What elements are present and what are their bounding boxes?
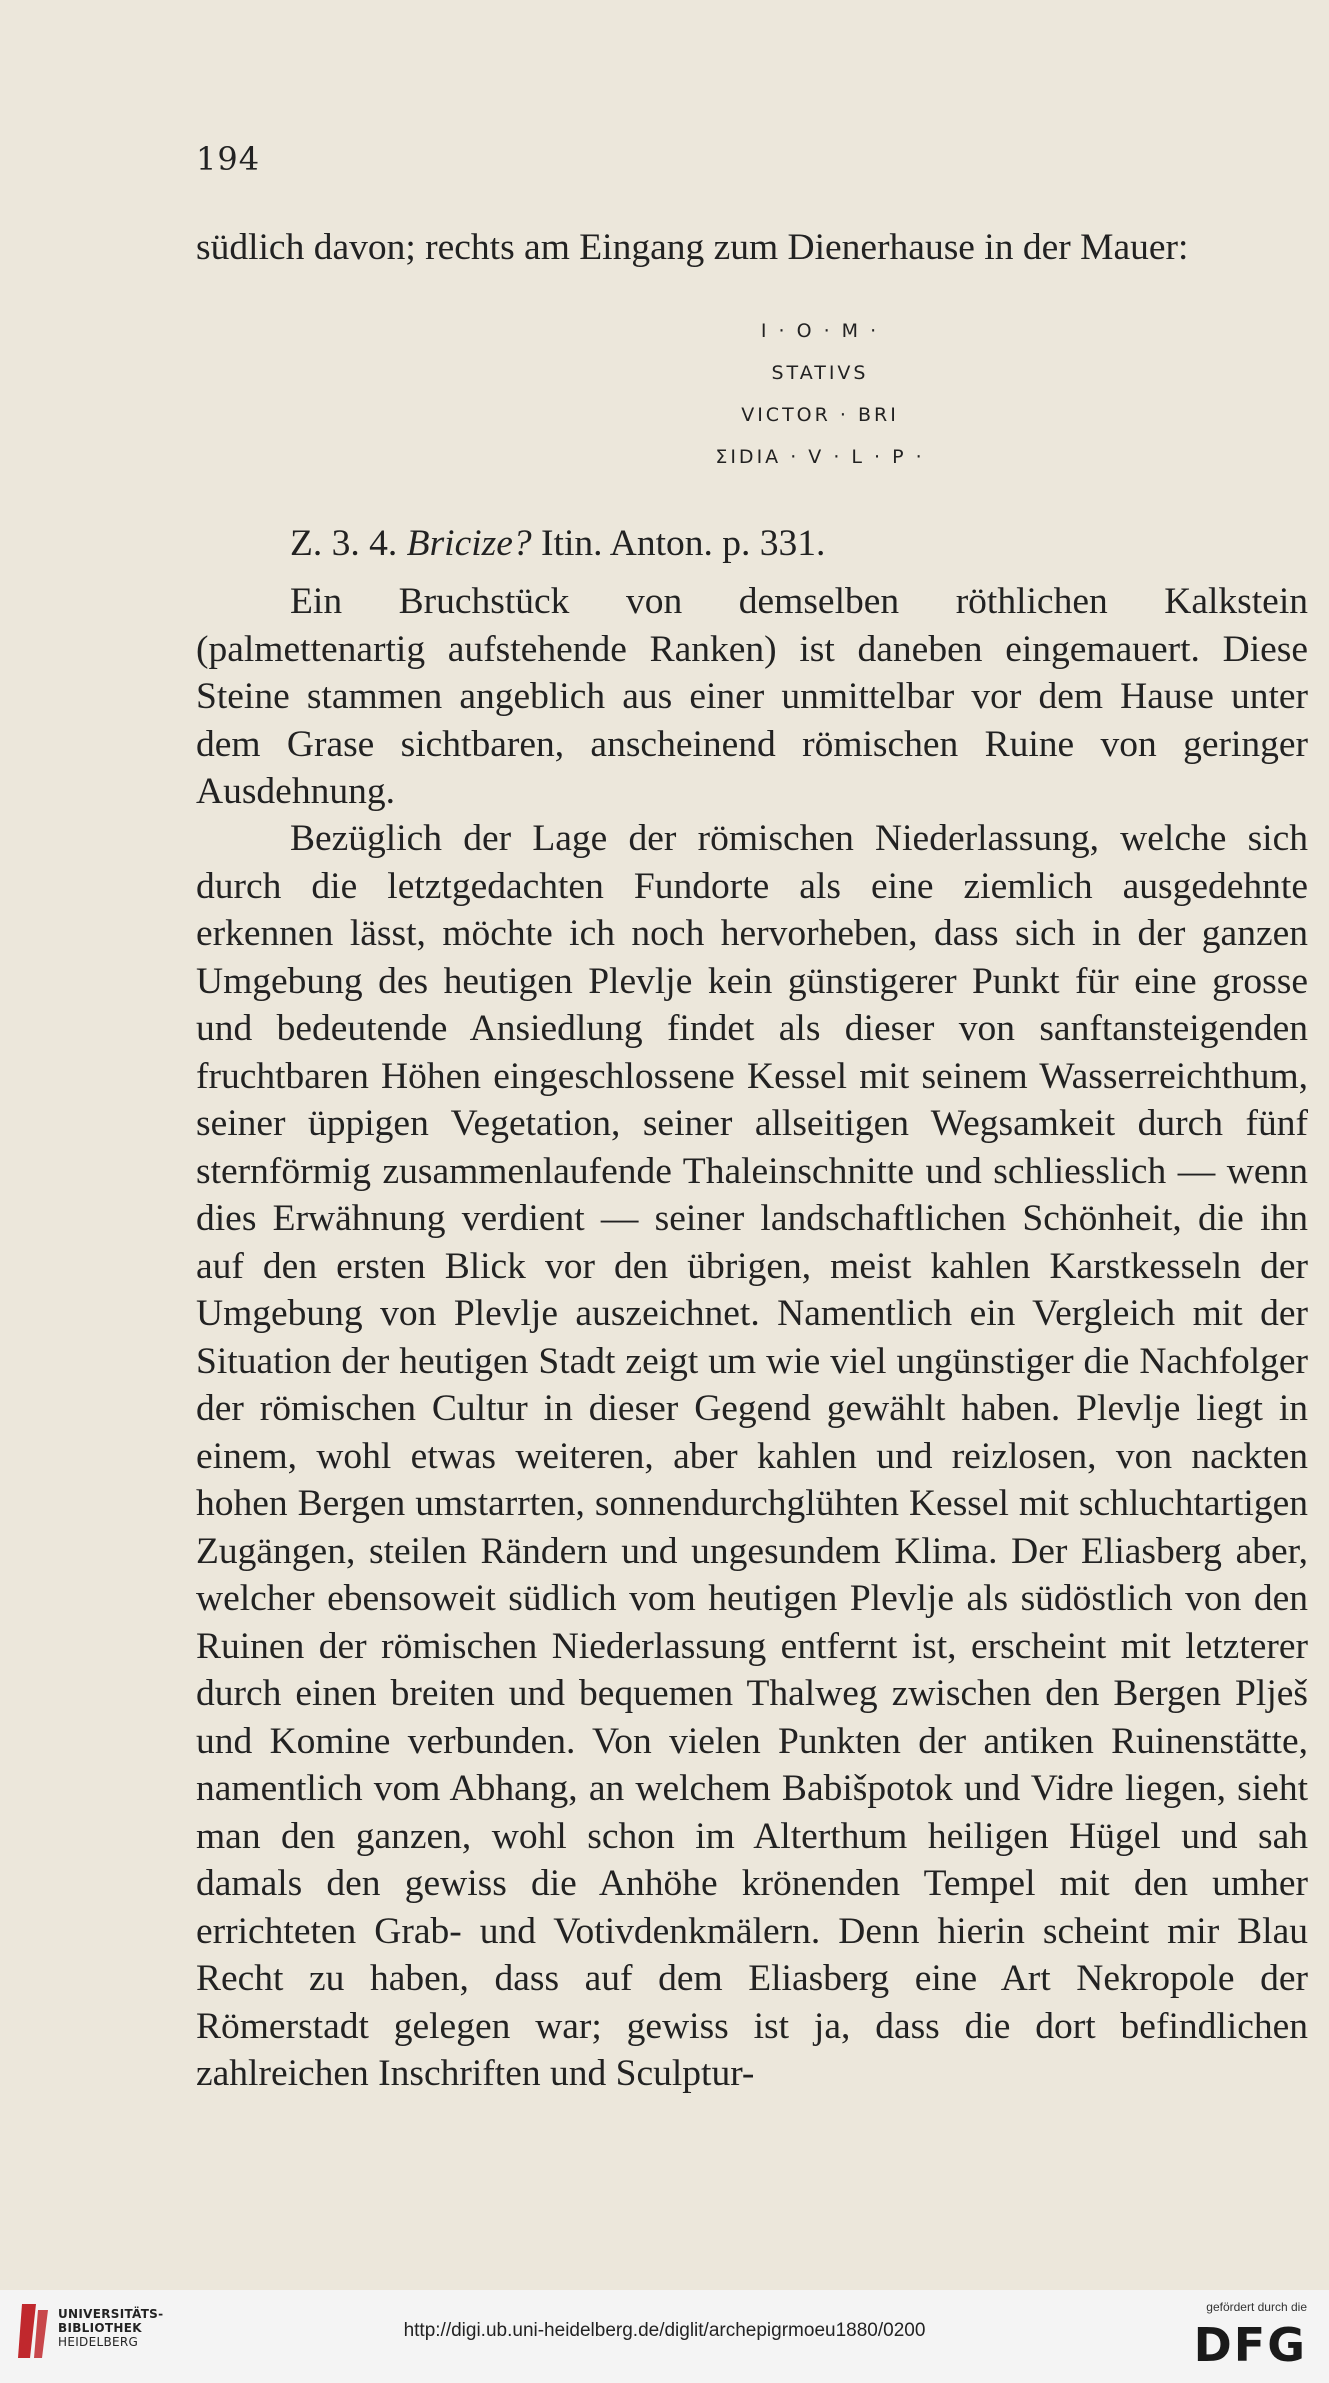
logo-line-2: BIBLIOTHEK [58, 2321, 142, 2335]
paragraph-1-text: Ein Bruchstück von demselben röthlichen Kalkstein (palmettenartig aufstehende Ranken) ist daneben eingemauert. Diese Steine stammen angeblich aus einer unmittelbar vor dem Hause unter dem Grase sichtbaren, anscheinend römischen Ruine von geringer Ausdehnung. [196, 581, 1308, 812]
logo-line-3: HEIDELBERG [58, 2335, 139, 2349]
permalink-url[interactable]: http://digi.ub.uni-heidelberg.de/diglit/archepigrmoeu1880/0200 [403, 2320, 926, 2341]
paragraph-1 [196, 578, 1308, 816]
inscription-line-2: STATIVS [771, 362, 869, 384]
paragraph-2 [196, 815, 1308, 2098]
dfg-logo: DFG [1193, 2318, 1307, 2372]
logo-line-1: UNIVERSITÄTS- [58, 2307, 164, 2321]
inscription-line-4: ΣIDIA · V · L · P · [715, 446, 925, 468]
funded-by-label: gefördert durch die [1206, 2300, 1307, 2314]
paragraph-2-text: Bezüglich der Lage der römischen Niederlassung, welche sich durch die letztgedachten Fundorte als eine ziemlich ausgedehnte erkennen lässt, möchte ich noch hervorheben, dass sich in der ganzen Umgebung des heutigen Plevlje kein günstigerer Punkt für eine grosse und bedeutende Ansiedlung findet als dieser von sanftansteigenden fruchtbaren Höhen eingeschlossene Kessel mit seinem Wasserreichthum, seiner üppigen Vegetation, seiner allseitigen Wegsamkeit durch fünf sternförmig zusammenlaufende Thaleinschnitte und schliesslich — wenn dies Erwähnung verdient — seiner landschaftlichen Schönheit, die ihn auf den ersten Blick vor den übrigen, meist kahlen Karstkesseln der Umgebung von Plevlje auszeichnet. Namentlich ein Vergleich mit der Situation der heutigen Stadt zeigt um wie viel ungünstiger die Nachfolger der römischen Cultur in dieser Gegend gewählt haben. Plevlje liegt in einem, wohl etwas weiteren, aber kahlen und reizlosen, von nackten hohen Bergen umstarrten, sonnendurchglühten Kessel mit schluchtartigen Zugängen, steilen Rändern und ungesundem Klima. Der Eliasberg aber, welcher ebensoweit südlich vom heutigen Plevlje als südöstlich von den Ruinen der römischen Niederlassung entfernt ist, erscheint mit letzterer durch einen breiten und bequemen Thalweg zwischen den Bergen Plješ und Komine verbunden. Von vielen Punkten der antiken Ruinenstätte, namentlich vom Abhang, an welchem Babišpotok und Vidre liegen, sieht man den ganzen, wohl schon im Alterthum heiligen Hügel und sah damals den gewiss die Anhöhe krönenden Tempel mit den umher errichteten Grab- und Votivdenkmälern. Denn hierin scheint mir Blau Recht zu haben, dass auf dem Eliasberg eine Art Nekropole der Römerstadt gelegen war; gewiss ist ja, dass die dort befindlichen zahlreichen Inschriften und Sculptur- [196, 818, 1308, 2094]
page-number: 194 [196, 140, 261, 178]
inscription-line-3: VICTOR · BRI [741, 404, 899, 426]
opening-line: südlich davon; rechts am Eingang zum Dienerhause in der Mauer: [196, 227, 1189, 268]
citation-italic: Bricize? [406, 523, 532, 564]
citation-prefix: Z. 3. 4. [290, 523, 398, 564]
citation-line [290, 522, 825, 565]
citation-rest: Itin. Anton. p. 331. [541, 523, 826, 564]
inscription-line-1: I · O · M · [760, 320, 880, 342]
